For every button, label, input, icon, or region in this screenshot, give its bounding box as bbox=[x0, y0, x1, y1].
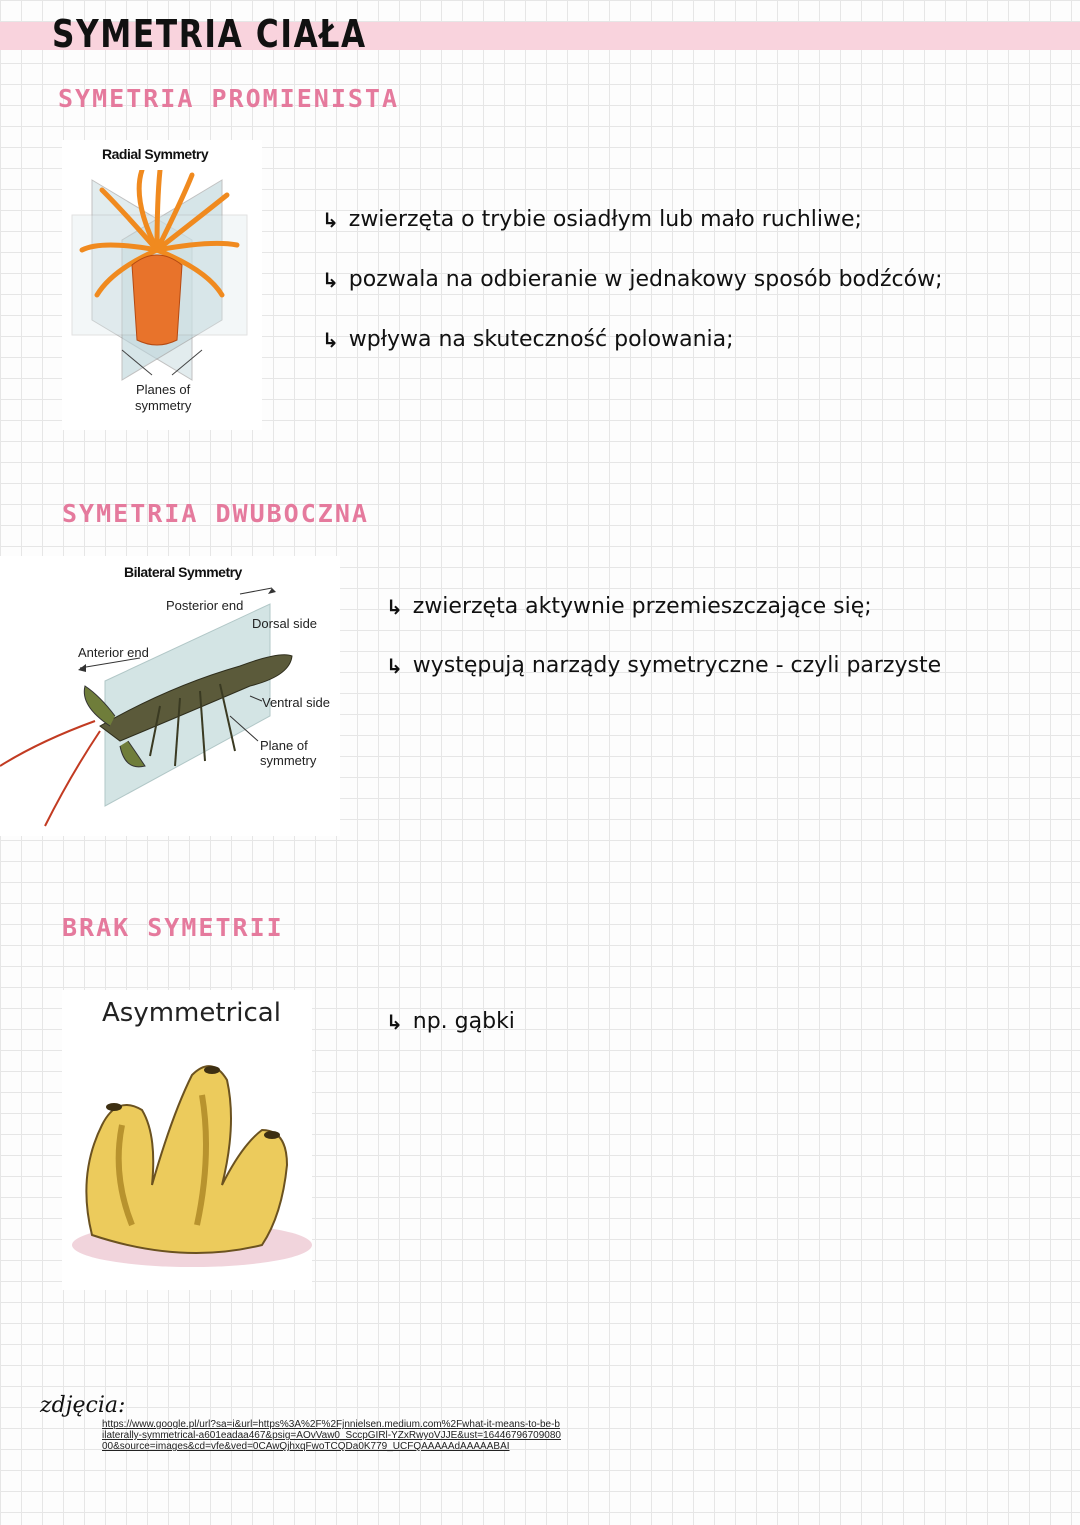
hook-arrow-icon: ↳ bbox=[386, 653, 403, 678]
sea-anemone-illustration bbox=[62, 170, 262, 410]
bullet-radial-1: ↳ zwierzęta o trybie osiadłym lub mało ruchliwe; bbox=[322, 207, 862, 232]
bilateral-symmetry-figure bbox=[0, 556, 340, 836]
section-heading-asymmetry: BRAK SYMETRII bbox=[62, 913, 284, 942]
planes-label-1: Planes of bbox=[136, 382, 191, 397]
bullet-radial-3: ↳ wpływa na skuteczność polowania; bbox=[322, 327, 734, 352]
credits-link[interactable]: https://www.google.pl/url?sa=i&url=https%3A%2F%2Fjnnielsen.medium.com%2Fwhat-it-means-to-be-bilaterally-symmetrical-a601eadaa467&psig=AOvVaw0_SccpGIRl-YZxRwyoVJJE&ust=1644679670908000&source=images&cd=vfe&ved=0CAwQjhxqFwoTCQDa0K779_UCFQAAAAAdAAAAABAI bbox=[102, 1419, 561, 1452]
bullet-bilateral-1: ↳ zwierzęta aktywnie przemieszczające się; bbox=[386, 594, 872, 619]
planes-label-2: symmetry bbox=[135, 398, 192, 413]
hook-arrow-icon: ↳ bbox=[386, 594, 403, 619]
asymmetrical-figure bbox=[62, 990, 312, 1290]
radial-symmetry-figure bbox=[62, 140, 262, 430]
posterior-end-label: Posterior end bbox=[166, 598, 244, 613]
credits-label: zdjęcia: bbox=[40, 1393, 126, 1418]
figure-title: Bilateral Symmetry bbox=[124, 564, 242, 580]
plane-label-1: Plane of bbox=[260, 738, 308, 753]
bullet-asymmetry-1: ↳ np. gąbki bbox=[386, 1009, 515, 1034]
hook-arrow-icon: ↳ bbox=[322, 267, 339, 292]
bullet-radial-2: ↳ pozwala na odbieranie w jednakowy sposób bodźców; bbox=[322, 267, 943, 292]
figure-title: Asymmetrical bbox=[102, 998, 281, 1028]
bullet-bilateral-2: ↳ występują narządy symetryczne - czyli parzyste bbox=[386, 653, 942, 678]
section-heading-radial: SYMETRIA PROMIENISTA bbox=[58, 84, 400, 113]
page-title: SYMETRIA CIAŁA bbox=[52, 12, 367, 56]
hook-arrow-icon: ↳ bbox=[322, 327, 339, 352]
section-heading-bilateral: SYMETRIA DWUBOCZNA bbox=[62, 499, 369, 528]
sponge-illustration bbox=[62, 1035, 312, 1285]
ventral-side-label: Ventral side bbox=[262, 695, 330, 710]
dorsal-side-label: Dorsal side bbox=[252, 616, 318, 631]
anterior-end-label: Anterior end bbox=[78, 645, 149, 660]
hook-arrow-icon: ↳ bbox=[386, 1009, 403, 1034]
plane-label-2: symmetry bbox=[260, 753, 317, 768]
hook-arrow-icon: ↳ bbox=[322, 207, 339, 232]
figure-title: Radial Symmetry bbox=[102, 146, 209, 162]
